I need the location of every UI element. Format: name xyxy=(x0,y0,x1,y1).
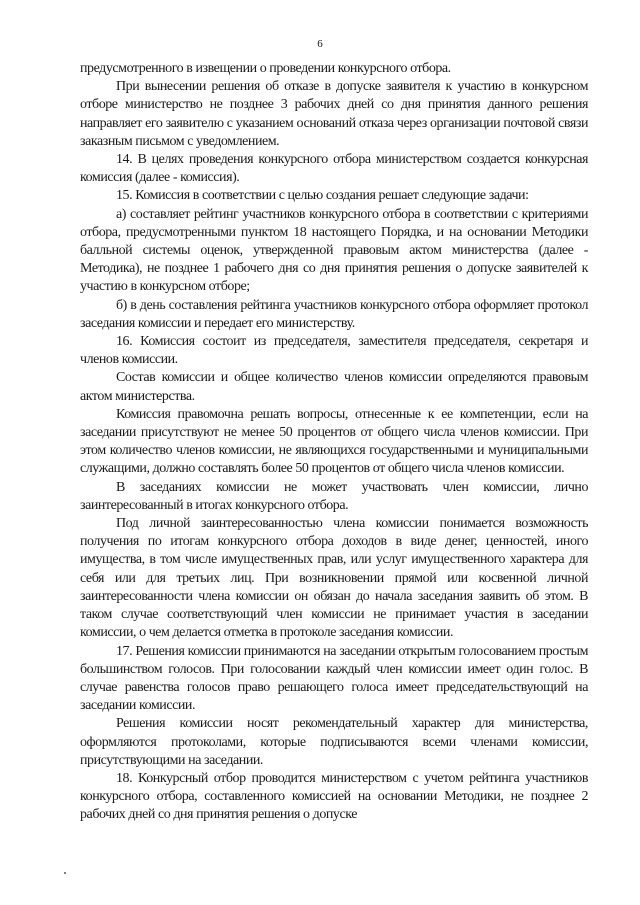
paragraph-commission-composition: Состав комиссии и общее количество членов комиссии определяются правовым актом министерства. xyxy=(80,370,588,404)
paragraph-continuation: предусмотренного в извещении о проведении конкурсного отбора. xyxy=(80,61,451,76)
scan-speck xyxy=(64,872,66,874)
paragraph-15-a: а) составляет рейтинг участников конкурсного отбора в соответствии с критериями отбора, предусмотренными пунктом 18 настоящего Порядка, и на основании Методики балльной системы оценок, утвержденной правовым актом министерства (далее - Методика), не позднее 1 рабочего дня со дня принятия решения о допуске заявителей к участию в конкурсном отборе; xyxy=(80,206,588,295)
paragraph-14: 14. В целях проведения конкурсного отбора министерством создается конкурсная комиссия (далее - комиссия). xyxy=(80,152,588,186)
paragraph-decisions: Решения комиссии носят рекомендательный характер для министерства, оформляются протоколами, которые подписываются всеми членами комиссии, присутствующими на заседании. xyxy=(80,716,588,768)
paragraph-16: 16. Комиссия состоит из председателя, заместителя председателя, секретаря и членов комиссии. xyxy=(80,334,588,368)
paragraph-refusal-notice: При вынесении решения об отказе в допуске заявителя к участию в конкурсном отборе министерство не позднее 3 рабочих дней со дня принятия данного решения направляет его заявителю с указанием оснований отказа через организации почтовой связи заказным письмом с уведомлением. xyxy=(80,79,588,149)
paragraph-15: 15. Комиссия в соответствии с целью создания решает следующие задачи: xyxy=(116,188,529,204)
paragraph-interested-member: В заседаниях комиссии не может участвовать член комиссии, лично заинтересованный в итогах конкурсного отбора. xyxy=(80,479,588,513)
document-body xyxy=(80,60,588,825)
paragraph-quorum: Комиссия правомочна решать вопросы, отнесенные к ее компетенции, если на заседании присутствуют не менее 50 процентов от общего числа членов комиссии. При этом количество членов комиссии, не являющихся государственными и муниципальными служащими, должно составлять более 50 процентов от общего числа членов комиссии. xyxy=(80,406,588,477)
paragraph-17: 17. Решения комиссии принимаются на заседании открытым голосованием простым большинством голосов. При голосовании каждый член комиссии имеет один голос. В случае равенства голосов право решающего голоса имеет председательствующий на заседании комиссии. xyxy=(80,643,588,714)
paragraph-personal-interest: Под личной заинтересованностью члена комиссии понимается возможность получения по итогам конкурсного отбора доходов в виде денег, ценностей, иного имущества, в том числе имущественных прав, или услуг имущественного характера для себя или для третьих лиц. При возникновении прямой или косвенной личной заинтересованности члена комиссии он обязан до начала заседания заявить об этом. В таком случае соответствующий член комиссии не принимает участия в заседании комиссии, о чем делается отметка в протоколе заседания комиссии. xyxy=(80,516,588,641)
paragraph-18: 18. Конкурсный отбор проводится министерством с учетом рейтинга участников конкурсного отбора, составленного комиссией на основании Методики, не позднее 2 рабочих дней со дня принятия решения о допуске xyxy=(80,770,588,823)
page-number: 6 xyxy=(317,38,323,50)
paragraph-15-b: б) в день составления рейтинга участников конкурсного отбора оформляет протокол заседания комиссии и передает его министерству. xyxy=(80,297,588,331)
